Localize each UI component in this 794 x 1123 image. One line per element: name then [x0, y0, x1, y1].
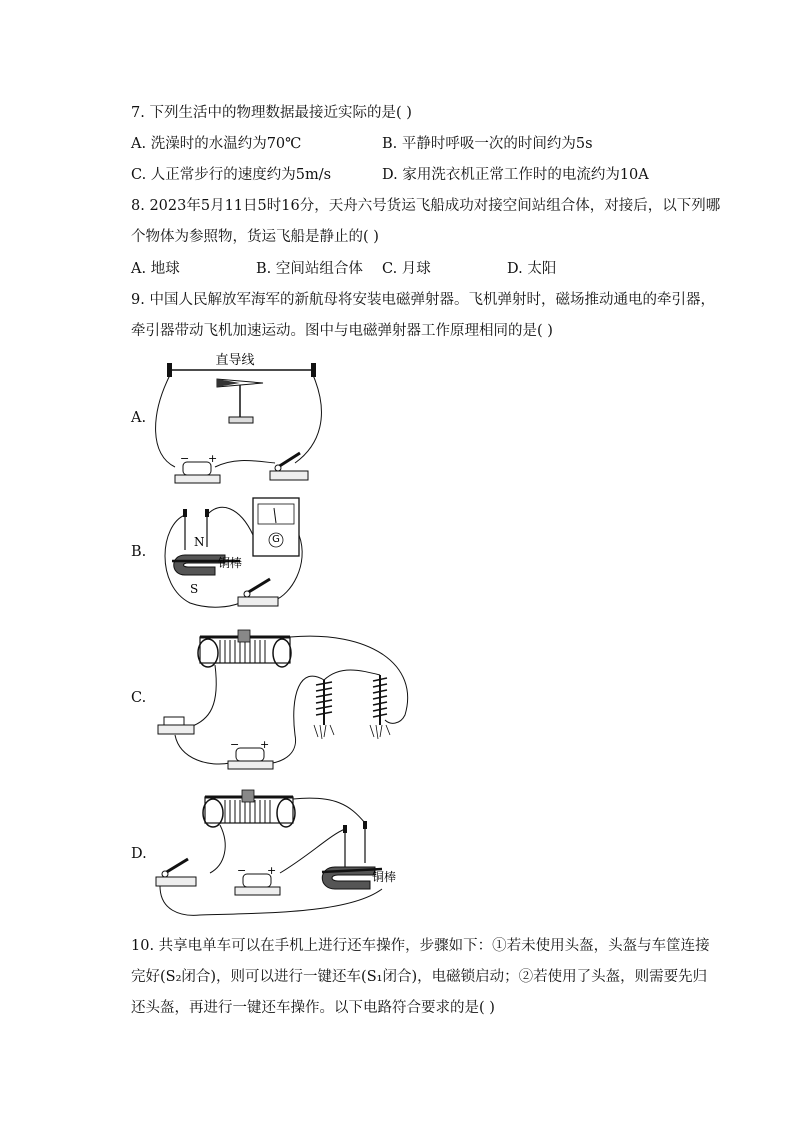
q8-option-c: C. 月球 [382, 261, 431, 277]
switch-icon [238, 579, 278, 606]
svg-text:−: − [180, 452, 190, 465]
battery-icon [228, 738, 273, 769]
rheostat-icon [203, 790, 295, 827]
q8-option-a: A. 地球 [131, 261, 180, 277]
q10-stem-line3: 还头盔，再进行一键还车操作。以下电路符合要求的是( ) [131, 1000, 495, 1016]
q9-figure-b-label: B. [131, 544, 147, 560]
electromagnet-icon [314, 680, 334, 739]
compass-needle-icon [217, 379, 263, 423]
rheostat-icon [198, 630, 291, 667]
q9-figure-d-label: D. [131, 846, 147, 862]
q9-stem-line1: 9. 中国人民解放军海军的新航母将安装电磁弹射器。飞机弹射时，磁场推动通电的牵引器， [131, 292, 715, 308]
q9-figure-a-label: A. [131, 410, 147, 426]
svg-text:+: + [267, 864, 277, 877]
q7-option-d: D. 家用洗衣机正常工作时的电流约为10A [382, 167, 649, 183]
svg-text:+: + [260, 738, 270, 751]
svg-text:−: − [230, 738, 240, 751]
electromagnet-icon [370, 675, 390, 739]
q8-stem-line1: 8. 2023年5月11日5时16分，天舟六号货运飞船成功对接空间站组合体，对接后，以下列哪 [131, 198, 721, 214]
wire-a-left [156, 375, 175, 467]
q7-option-b: B. 平静时呼吸一次的时间约为5s [382, 136, 593, 152]
svg-text:−: − [237, 864, 247, 877]
copper-rod-label: 铜棒 [218, 556, 243, 570]
battery-icon [235, 864, 280, 895]
south-pole-label: S [190, 582, 199, 596]
q9-figure-d [150, 785, 410, 925]
svg-text:G: G [272, 534, 280, 545]
q10-stem-line1: 10. 共享电单车可以在手机上进行还车操作，步骤如下：①若未使用头盔，头盔与车筐连接 [131, 938, 710, 954]
q9-figure-a [145, 345, 335, 490]
switch-icon [158, 717, 194, 734]
battery-icon [175, 452, 220, 483]
q8-stem-line2: 个物体为参照物，货运飞船是静止的( ) [131, 229, 379, 245]
wire-a-bottom [215, 461, 275, 468]
q9-figure-c-label: C. [131, 690, 147, 706]
wire-a-right [295, 375, 321, 463]
copper-rod-label: 铜棒 [372, 870, 397, 884]
switch-icon [156, 859, 196, 886]
q9-figure-c [150, 625, 415, 775]
q10-stem-line2: 完好(S₂闭合)，则可以进行一键还车(S₁闭合)，电磁锁启动；②若使用了头盔，则需要先归 [131, 969, 708, 985]
north-pole-label: N [194, 535, 205, 549]
q8-option-b: B. 空间站组合体 [256, 261, 363, 277]
straight-wire-label: 直导线 [215, 353, 255, 368]
q7-option-a: A. 洗澡时的水温约为70℃ [131, 136, 302, 152]
q9-stem-line2: 牵引器带动飞机加速运动。图中与电磁弹射器工作原理相同的是( ) [131, 323, 553, 339]
svg-text:+: + [208, 452, 218, 465]
q7-stem: 7. 下列生活中的物理数据最接近实际的是( ) [131, 105, 412, 121]
q7-option-c: C. 人正常步行的速度约为5m/s [131, 167, 332, 183]
galvanometer-icon [253, 498, 299, 556]
q8-option-d: D. 太阳 [507, 261, 557, 277]
q9-figure-b [150, 495, 310, 615]
